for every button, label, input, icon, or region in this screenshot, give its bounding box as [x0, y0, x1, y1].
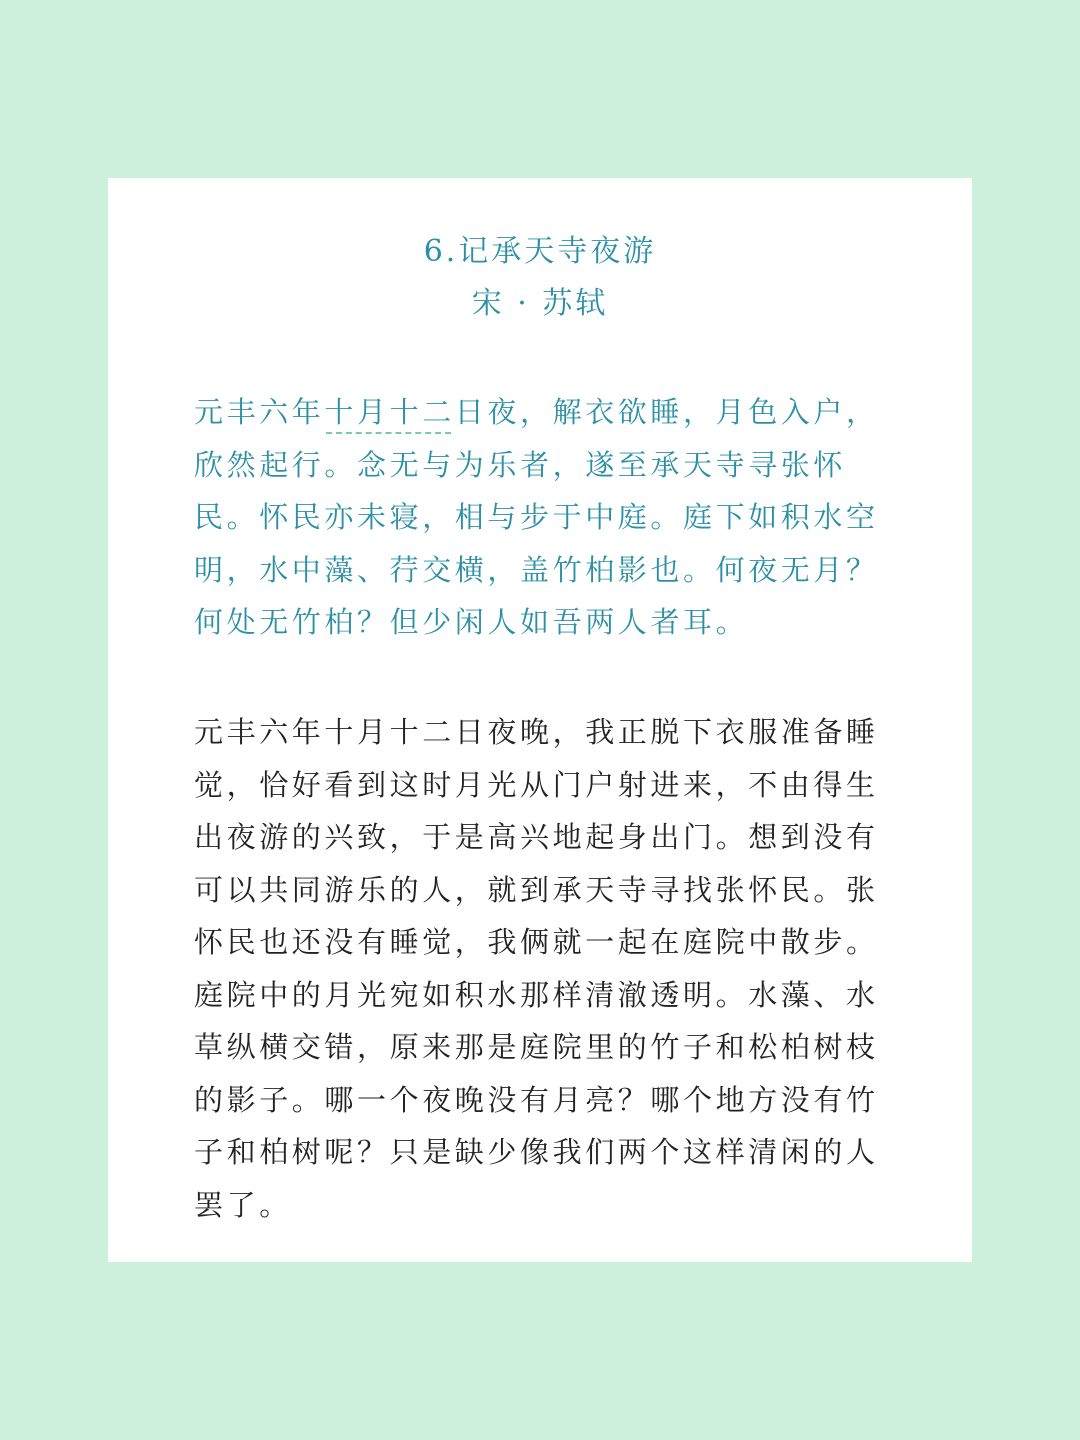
poem-title: 6.记承天寺夜游	[423, 234, 657, 269]
original-text: 元丰六年十月十二日夜，解衣欲睡，月色入户，欣然起行。念无与为乐者，遂至承天寺寻张怀民。怀民亦未寝，相与步于中庭。庭下如积水空明，水中藻、荇交横，盖竹柏影也。何夜无月？何处无竹柏？但少闲人如吾两人者耳。	[194, 395, 879, 639]
content-card	[108, 178, 972, 1262]
poem-author: 宋 · 苏轼	[471, 286, 609, 321]
dashed-underline	[326, 432, 451, 434]
translation-text: 元丰六年十月十二日夜晚，我正脱下衣服准备睡觉，恰好看到这时月光从门户射进来，不由得生出夜游的兴致，于是高兴地起身出门。想到没有可以共同游乐的人，就到承天寺寻找张怀民。张怀民也还没有睡觉，我俩就一起在庭院中散步。庭院中的月光宛如积水那样清澈透明。水藻、水草纵横交错，原来那是庭院里的竹子和松柏树枝的影子。哪一个夜晚没有月亮？哪个地方没有竹子和柏树呢？只是缺少像我们两个这样清闲的人罢了。	[194, 715, 879, 1222]
